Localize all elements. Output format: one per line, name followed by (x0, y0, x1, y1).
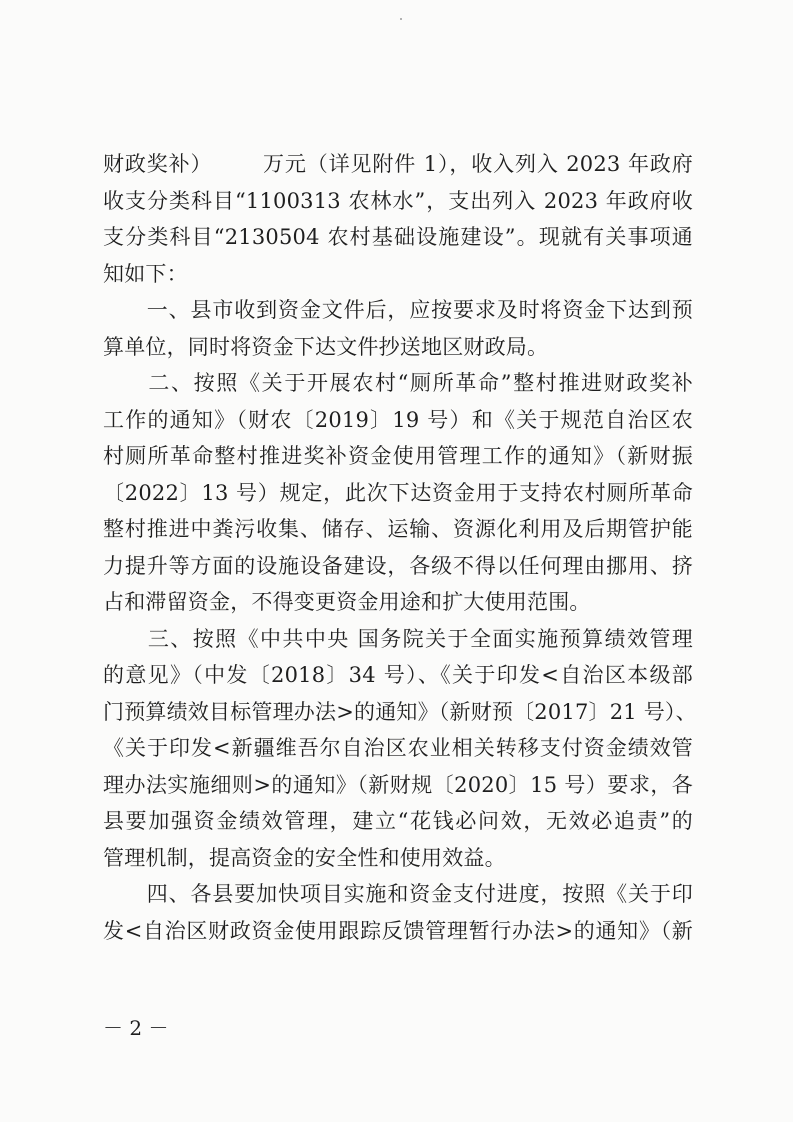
text-line-15: 的意见》（中发〔2018〕34 号）、《关于印发<自治区本级部 (103, 663, 693, 687)
text-line-11: 整村推进中粪污收集、储存、运输、资源化利用及后期管护能 (103, 517, 693, 541)
page-number: － 2 － (103, 1016, 169, 1040)
text-line-8: 工作的通知》（财农〔2019〕19 号）和《关于规范自治区农 (103, 407, 693, 432)
text-line-9: 村厕所革命整村推进奖补资金使用管理工作的通知》（新财振 (103, 444, 693, 468)
text-line-10: 〔2022〕13 号）规定，此次下达资金用于支持农村厕所革命 (103, 480, 693, 505)
text-line-13: 占和滞留资金，不得变更资金用途和扩大使用范围。 (103, 590, 591, 614)
text-line-12: 力提升等方面的设施设备建设，各级不得以任何理由挪用、挤 (103, 553, 693, 578)
text-line-17: 《关于印发<新疆维吾尔自治区农业相关转移支付资金绩效管 (103, 736, 693, 760)
text-line-21: 四、各县要加快项目实施和资金支付进度，按照《关于印 (103, 882, 693, 906)
text-line-1 (103, 146, 693, 183)
text-line-6: 算单位，同时将资金下达文件抄送地区财政局。 (103, 334, 549, 359)
text-line-19: 县要加强资金绩效管理，建立“花钱必问效，无效必追责”的 (103, 809, 693, 833)
text-line-20: 管理机制，提高资金的安全性和使用效益。 (103, 845, 506, 870)
text-line-5: 一、县市收到资金文件后，应按要求及时将资金下达到预 (103, 298, 693, 322)
text-line-16: 门预算绩效目标管理办法>的通知》（新财预〔2017〕21 号）、 (103, 699, 697, 724)
text-line-4: 知如下： (103, 261, 188, 286)
text-line-22: 发<自治区财政资金使用跟踪反馈管理暂行办法>的通知》（新 (103, 918, 693, 943)
text-line-3: 支分类科目“2130504 农村基础设施建设”。现就有关事项通 (103, 225, 693, 249)
text-line-7: 二、按照《关于开展农村“厕所革命”整村推进财政奖补 (103, 371, 693, 395)
text-line-14: 三、按照《中共中央 国务院关于全面实施预算绩效管理 (103, 626, 693, 651)
text-line-2: 收支分类科目“1100313 农林水”，支出列入 2023 年政府收 (103, 188, 693, 213)
scan-speck (400, 18, 402, 20)
text-line-1-part-a: 财政奖补） (103, 152, 213, 176)
text-line-1-part-b: 万元（详见附件 1），收入列入 2023 年政府 (262, 152, 693, 176)
text-line-18: 理办法实施细则>的通知》（新财规〔2020〕15 号）要求，各 (103, 772, 693, 797)
document-body (103, 146, 697, 949)
